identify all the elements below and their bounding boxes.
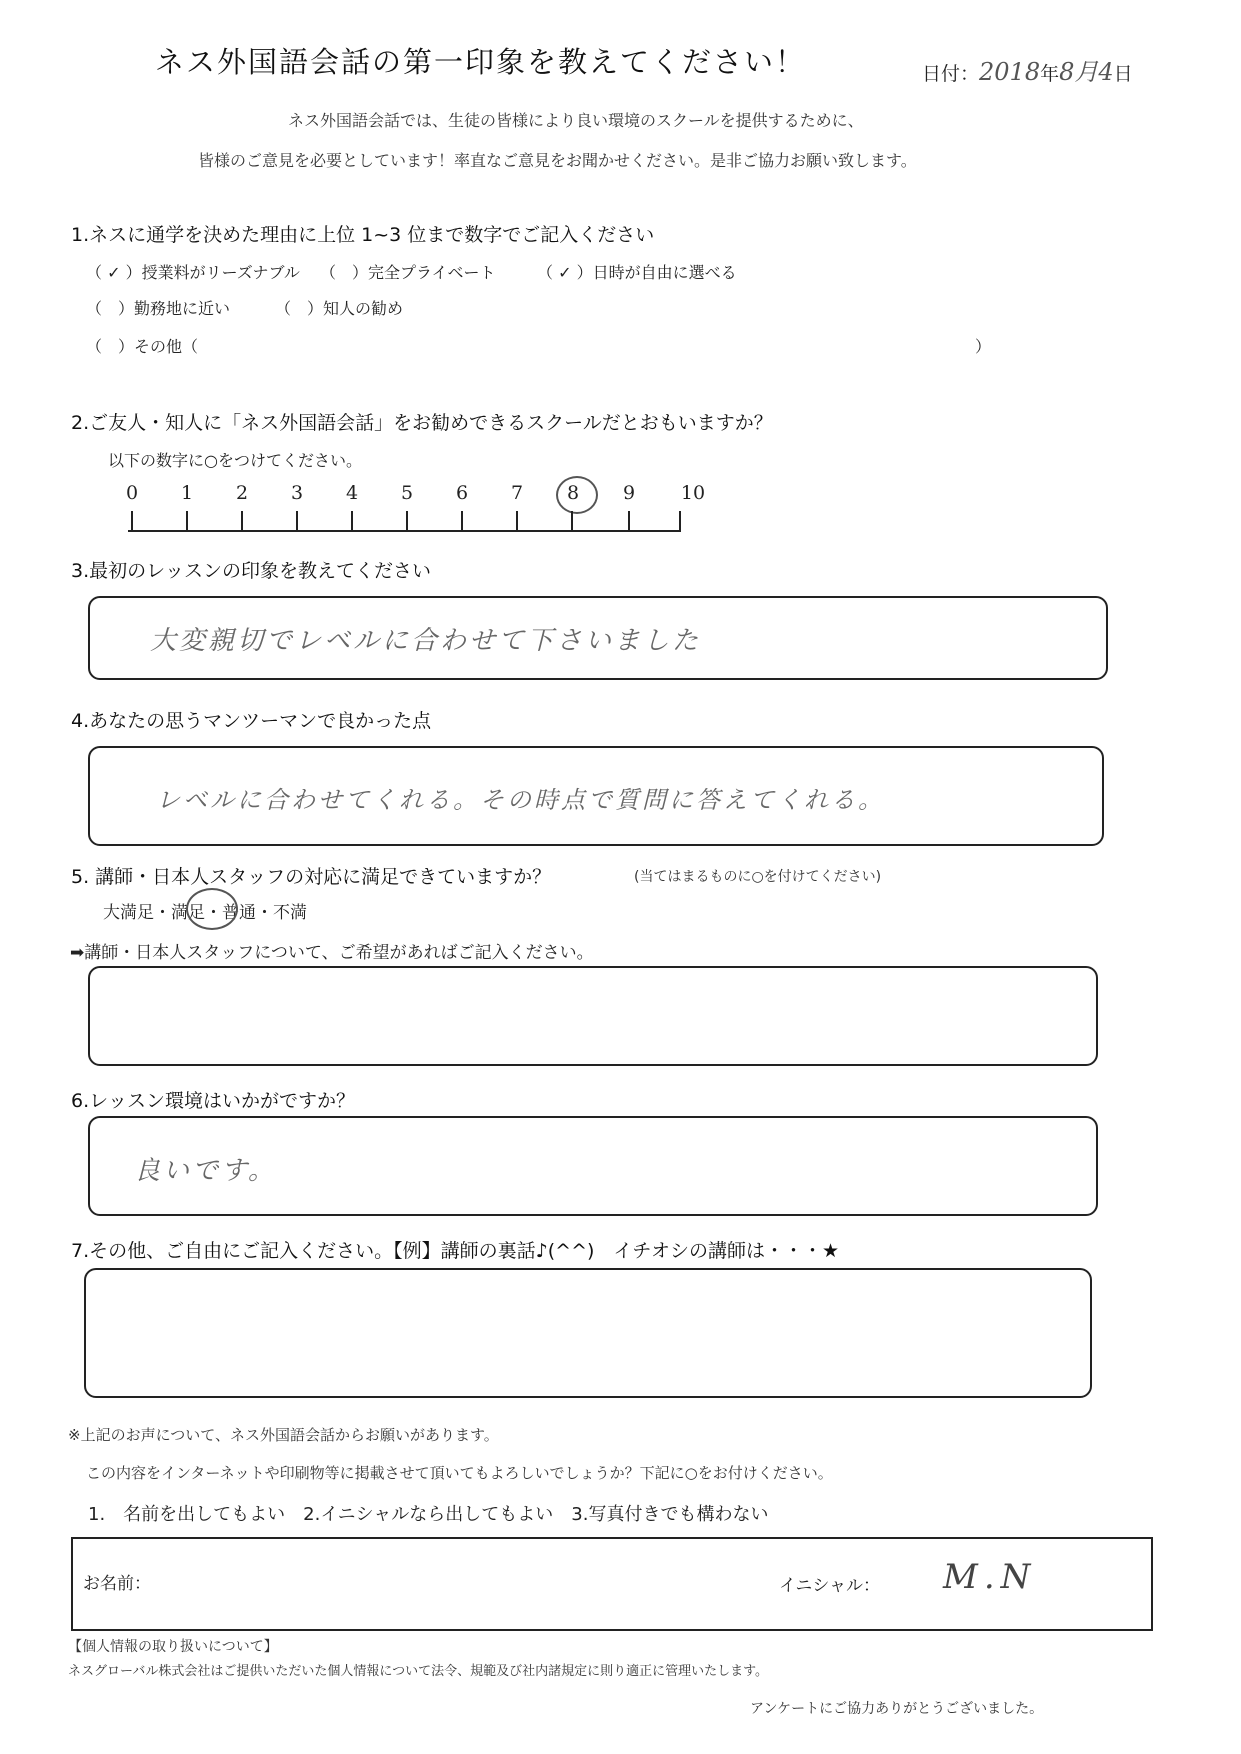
q5-question: 5. 講師・日本人スタッフの対応に満足できていますか？	[71, 866, 552, 888]
page-title: ネス外国語会話の第一印象を教えてください！	[155, 45, 807, 79]
date-month-day: 8月4	[1059, 58, 1114, 86]
q1-option-referral[interactable]: （ ）知人の勧め	[275, 299, 404, 318]
scale-tick	[406, 511, 408, 532]
q5-followup: ➡講師・日本人スタッフについて、ご希望があればご記入ください。	[70, 943, 594, 963]
q5-options[interactable]: 大満足・満足・普通・不満	[103, 903, 307, 923]
scale-number-8[interactable]: 8	[566, 482, 580, 504]
q5-selection-circle	[186, 888, 238, 930]
date-label: 日付：	[922, 63, 980, 85]
scale-number-6[interactable]: 6	[455, 482, 469, 504]
scale-number-3[interactable]: 3	[290, 482, 304, 504]
scale-number-1[interactable]: 1	[180, 482, 194, 504]
scale-number-10[interactable]: 10	[680, 482, 706, 504]
q4-answer-box[interactable]	[88, 746, 1104, 846]
q6-answer-box[interactable]	[88, 1116, 1098, 1216]
q5-note: (当てはまるものに○を付けてください)	[634, 869, 882, 885]
scale-number-0[interactable]: 0	[125, 482, 139, 504]
scale-tick	[571, 511, 573, 532]
privacy-text: ネスグローバル株式会社はご提供いただいた個人情報について法令、規範及び社内諸規定に則り適正に管理いたします。	[68, 1664, 769, 1679]
intro-line-1: ネス外国語会話では、生徒の皆様により良い環境のスクールを提供するために、	[288, 111, 864, 130]
privacy-title: 【個人情報の取り扱いについて】	[68, 1639, 278, 1655]
q4-answer: レベルに合わせてくれる。その時点で質問に答えてくれる。	[156, 786, 885, 814]
q6-question: 6.レッスン環境はいかがですか？	[71, 1090, 355, 1112]
q1-question: 1.ネスに通学を決めた理由に上位 1~3 位まで数字でご記入ください	[71, 224, 655, 246]
scale-tick	[296, 511, 298, 532]
scale-tick	[516, 511, 518, 532]
q4-question: 4.あなたの思うマンツーマンで良かった点	[71, 710, 432, 732]
q1-option-private[interactable]: （ ）完全プライベート	[320, 263, 496, 282]
date-year-suffix: 年	[1040, 63, 1060, 85]
scale-tick	[351, 511, 353, 532]
q5-answer-box[interactable]	[88, 966, 1098, 1066]
scale-number-4[interactable]: 4	[345, 482, 359, 504]
intro-line-2: 皆様のご意見を必要としています！率直なご意見をお聞かせください。是非ご協力お願い致します。	[198, 151, 917, 170]
scale-number-5[interactable]: 5	[400, 482, 414, 504]
date-day-suffix: 日	[1113, 63, 1133, 85]
thanks-text: アンケートにご協力ありがとうございました。	[750, 1701, 1044, 1717]
q1-option-schedule[interactable]: （ ✓ ）日時が自由に選べる	[537, 263, 737, 282]
consent-options[interactable]: 1. 名前を出してもよい 2.イニシャルなら出してもよい 3.写真付きでも構わない	[88, 1504, 769, 1525]
q6-answer: 良いです。	[134, 1156, 277, 1186]
scale-selection-circle	[556, 476, 598, 514]
scale-number-9[interactable]: 9	[622, 482, 636, 504]
scale-tick	[679, 511, 681, 532]
scale-number-7[interactable]: 7	[510, 482, 524, 504]
initials-value: M.N	[943, 1557, 1037, 1597]
name-box[interactable]	[71, 1537, 1153, 1631]
scale-tick	[461, 511, 463, 532]
consent-note-2: この内容をインターネットや印刷物等に掲載させて頂いてもよろしいでしょうか？下記に○をお付けください。	[86, 1464, 833, 1482]
name-label: お名前：	[83, 1574, 151, 1594]
q3-answer-box[interactable]	[88, 596, 1108, 680]
q7-answer-box[interactable]	[84, 1268, 1092, 1398]
q1-option-reasonable[interactable]: （ ✓ ）授業料がリーズナブル	[86, 263, 300, 282]
scale-tick	[241, 511, 243, 532]
q3-question: 3.最初のレッスンの印象を教えてください	[71, 560, 431, 582]
q1-option-other[interactable]: （ ）その他（	[86, 337, 199, 356]
scale-line	[128, 530, 681, 532]
q2-instruction: 以下の数字に○をつけてください。	[108, 451, 362, 470]
date-field	[922, 52, 1133, 87]
date-year: 2018	[979, 58, 1041, 86]
initials-label: イニシャル：	[779, 1576, 880, 1596]
q7-question: 7.その他、ご自由にご記入ください。【例】講師の裏話♪(^^) イチオシの講師は・・・★	[71, 1240, 840, 1262]
q3-answer: 大変親切でレベルに合わせて下さいました	[150, 626, 702, 656]
q1-option-other-close: ）	[975, 337, 992, 356]
q2-question: 2.ご友人・知人に「ネス外国語会話」をお勧めできるスクールだとおもいますか？	[71, 412, 773, 434]
scale-tick	[186, 511, 188, 532]
consent-note-1: ※上記のお声について、ネス外国語会話からお願いがあります。	[68, 1426, 499, 1444]
scale-tick	[628, 511, 630, 532]
q1-option-near-work[interactable]: （ ）勤務地に近い	[86, 299, 231, 318]
scale-tick	[131, 511, 133, 532]
scale-number-2[interactable]: 2	[235, 482, 249, 504]
